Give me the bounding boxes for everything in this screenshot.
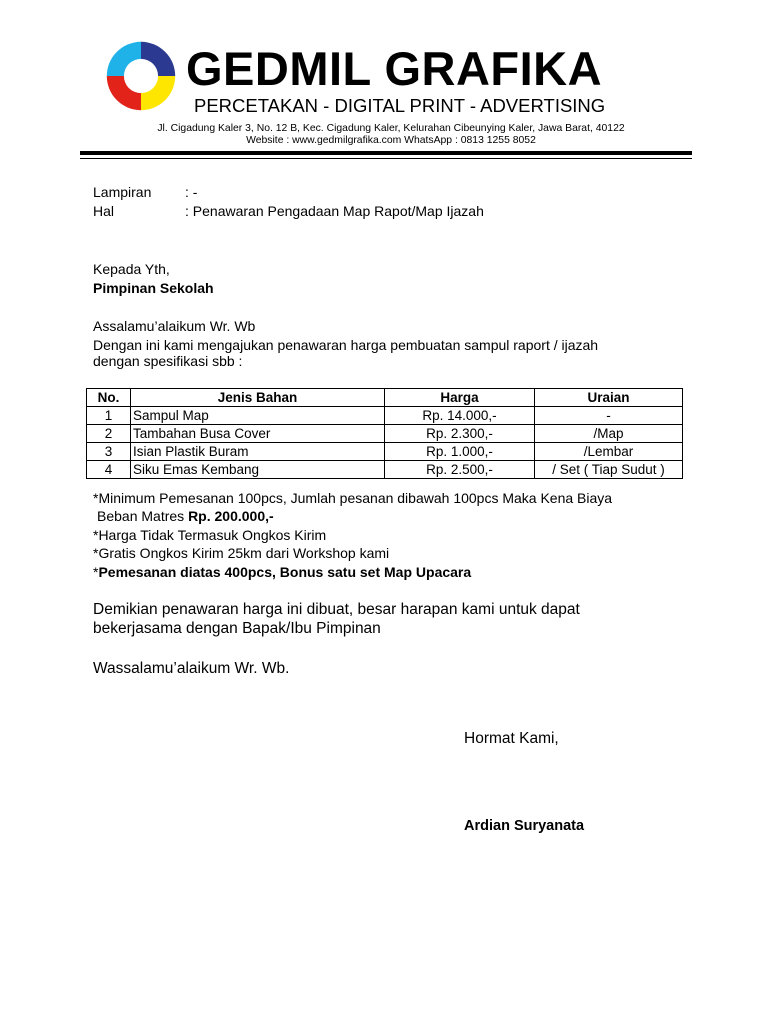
signatory-name: Ardian Suryanata: [464, 818, 585, 834]
header-harga: Harga: [385, 389, 535, 407]
table-row: [87, 443, 683, 461]
intro-line-1: Dengan ini kami mengajukan penawaran harga pembuatan sampul raport / ijazah: [93, 337, 599, 353]
row-item: Isian Plastik Buram: [131, 443, 385, 461]
row-price: Rp. 1.000,-: [385, 443, 535, 461]
note-matres-text: Beban Matres: [97, 508, 189, 524]
note-bonus-text: Pemesanan diatas 400pcs, Bonus satu set Map Upacara: [98, 564, 472, 580]
row-item: Tambahan Busa Cover: [131, 425, 385, 443]
row-desc: /Map: [535, 425, 683, 443]
row-desc: / Set ( Tiap Sudut ): [535, 461, 683, 479]
note-shipping-excluded: *Harga Tidak Termasuk Ongkos Kirim: [93, 527, 327, 543]
price-table: [86, 388, 683, 479]
note-minimum-order: *Minimum Pemesanan 100pcs, Jumlah pesanan dibawah 100pcs Maka Kena Biaya: [93, 490, 613, 506]
company-name: GEDMIL GRAFIKA: [186, 42, 603, 95]
header-no: No.: [87, 389, 131, 407]
recipient-name: Pimpinan Sekolah: [93, 280, 214, 296]
closing-line-1: Demikian penawaran harga ini dibuat, besar harapan kami untuk dapat: [93, 601, 580, 618]
row-no: 3: [87, 443, 131, 461]
regards: Hormat Kami,: [464, 730, 559, 747]
lampiran-value: : -: [185, 184, 198, 200]
intro-line-2: dengan spesifikasi sbb :: [93, 353, 243, 369]
row-no: 1: [87, 407, 131, 425]
lampiran-label: Lampiran: [93, 184, 152, 200]
row-no: 2: [87, 425, 131, 443]
header-divider-thin: [80, 158, 692, 159]
note-bonus-star: *: [93, 564, 99, 580]
opening-salam: Assalamu’alaikum Wr. Wb: [93, 318, 256, 334]
company-tagline: PERCETAKAN - DIGITAL PRINT - ADVERTISING: [194, 95, 606, 116]
row-price: Rp. 2.300,-: [385, 425, 535, 443]
header-divider-thick: [80, 151, 692, 155]
company-logo: [103, 38, 179, 114]
company-address: Jl. Cigadung Kaler 3, No. 12 B, Kec. Cigadung Kaler, Kelurahan Cibeunying Kaler, Jawa Barat, 40122: [157, 123, 625, 134]
table-row: [87, 461, 683, 479]
row-item: Sampul Map: [131, 407, 385, 425]
closing-line-2: bekerjasama dengan Bapak/Ibu Pimpinan: [93, 620, 381, 637]
hal-value: : Penawaran Pengadaan Map Rapot/Map Ijazah: [185, 203, 484, 219]
row-price: Rp. 14.000,-: [385, 407, 535, 425]
note-matres-amount: Rp. 200.000,-: [188, 508, 274, 524]
header-uraian: Uraian: [535, 389, 683, 407]
table-row: [87, 425, 683, 443]
row-desc: /Lembar: [535, 443, 683, 461]
row-desc: -: [535, 407, 683, 425]
header-jenis-bahan: Jenis Bahan: [131, 389, 385, 407]
table-header-row: [87, 389, 683, 407]
company-contact: Website : www.gedmilgrafika.com WhatsApp : 0813 1255 8052: [246, 135, 536, 146]
hal-label: Hal: [93, 203, 115, 219]
note-free-shipping: *Gratis Ongkos Kirim 25km dari Workshop kami: [93, 545, 390, 561]
note-matres-fee: [97, 508, 274, 525]
row-no: 4: [87, 461, 131, 479]
row-item: Siku Emas Kembang: [131, 461, 385, 479]
table-row: [87, 407, 683, 425]
row-price: Rp. 2.500,-: [385, 461, 535, 479]
recipient-greeting: Kepada Yth,: [93, 261, 170, 277]
closing-salam: Wassalamu’alaikum Wr. Wb.: [93, 660, 290, 677]
note-bonus: [93, 564, 471, 581]
